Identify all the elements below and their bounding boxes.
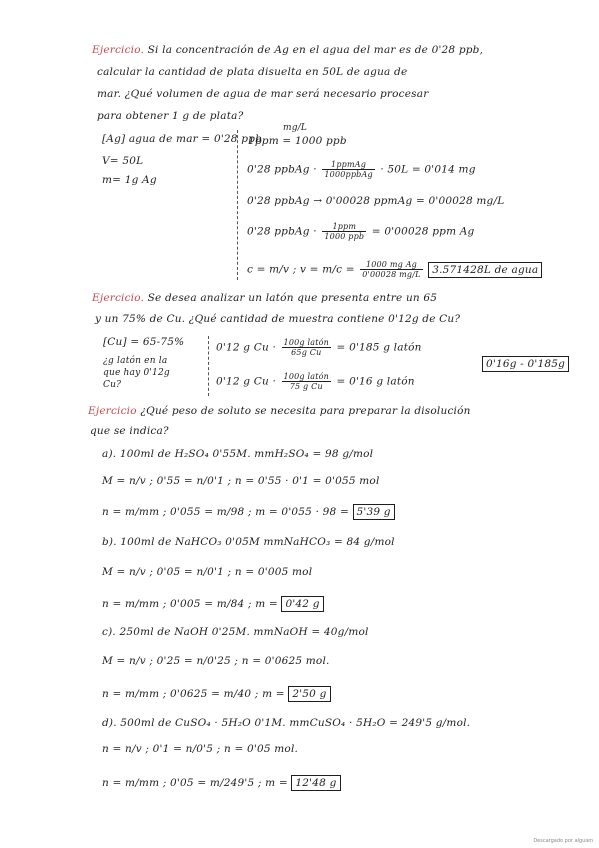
ex3-statement-line-1: Ejercicio ¿Qué peso de soluto se necesita para preparar la disolución [88, 405, 471, 417]
ex2-result-box: 0'16g - 0'185g [482, 356, 569, 372]
ex2-calc-2-fraction: $\frac{\text{100g latón}}{\text{75 g Cu}}$ [283, 372, 329, 391]
ex3-a-result-box: 5'39 g [353, 504, 395, 520]
ex2-calc-1-fraction: $\frac{\text{100g latón}}{\text{65g Cu}}$ [283, 338, 329, 357]
ex2-calc-1: 0'12 g Cu · $\frac{\text{100g latón}}{\text{65g Cu}}$ = 0'185 g latón [216, 338, 422, 357]
ex2-statement-line-1: Ejercicio. Se desea analizar un latón que presenta entre un 65 [92, 292, 438, 304]
ex3-a-heading: a). 100ml de H₂SO₄ 0'55M. mmH₂SO₄ = 98 g/mol [102, 448, 374, 460]
ex1-statement-line-1: Ejercicio. Si la concentración de Ag en el agua del mar es de 0'28 ppb, [92, 44, 484, 56]
ex3-d-line-1: n = n/v ; 0'1 = n/0'5 ; n = 0'05 mol. [102, 743, 299, 755]
ex1-calc-2: 0'28 ppbAg → 0'00028 ppmAg = 0'00028 mg/L [247, 195, 505, 207]
ex2-data-1: [Cu] = 65-75% [103, 336, 185, 348]
ex3-c-line-1: M = n/v ; 0'25 = n/0'25 ; n = 0'0625 mol. [102, 655, 330, 667]
ex3-b-line-2: n = m/mm ; 0'005 = m/84 ; m = 0'42 g [102, 598, 324, 610]
ex1-conversion: 1ppm = 1000 ppb [248, 135, 347, 147]
page-footer: Descargado por alguien [533, 838, 593, 844]
ex3-d-heading: d). 500ml de CuSO₄ · 5H₂O 0'1M. mmCuSO₄ · 5H₂O = 249'5 g/mol. [102, 717, 471, 729]
ex1-calc-1: 0'28 ppbAg · $\frac{\text{1ppmAg}}{\text{1000ppbAg}}$ · 50L = 0'014 mg [247, 160, 476, 179]
ex1-calc-1-fraction: $\frac{\text{1ppmAg}}{\text{1000ppbAg}}$ [324, 160, 373, 179]
ex3-c-result-box: 2'50 g [288, 686, 330, 702]
ex1-statement-line-2: calcular la cantidad de plata disuelta en 50L de agua de [97, 66, 408, 78]
ex3-d-line-2: n = m/mm ; 0'05 = m/249'5 ; m = 12'48 g [102, 777, 341, 789]
ex1-calc-3-fraction: $\frac{\text{1ppm}}{\text{1000 ppb}}$ [324, 222, 365, 241]
ex1-result-box: 3.571428L de agua [428, 262, 542, 278]
ex1-note-top: mg/L [283, 123, 308, 133]
ex2-data-2: ¿g latón en la [103, 356, 168, 366]
ex2-title: Ejercicio. [92, 292, 145, 304]
ex3-title: Ejercicio [88, 405, 137, 417]
ex1-data-1: [Ag] agua de mar = 0'28 ppb [102, 133, 262, 145]
ex1-divider [237, 130, 238, 280]
ex2-data-3: que hay 0'12g [103, 368, 170, 378]
ex3-c-line-2: n = m/mm ; 0'0625 = m/40 ; m = 2'50 g [102, 688, 331, 700]
ex3-c-heading: c). 250ml de NaOH 0'25M. mmNaOH = 40g/mol [102, 626, 369, 638]
ex1-data-3: m= 1g Ag [102, 174, 157, 186]
ex3-statement-line-2: que se indica? [90, 425, 169, 437]
ex2-calc-2: 0'12 g Cu · $\frac{\text{100g latón}}{\text{75 g Cu}}$ = 0'16 g latón [216, 372, 415, 391]
ex1-title: Ejercicio. [92, 44, 145, 56]
ex1-statement-line-3: mar. ¿Qué volumen de agua de mar será necesario procesar [97, 88, 429, 100]
ex1-data-2: V= 50L [102, 155, 144, 167]
ex1-statement-line-4: para obtener 1 g de plata? [97, 110, 244, 122]
ex1-calc-4: c = m/v ; v = m/c = $\frac{\text{1000 mg Ag}}{0'00028 mg/L}$ 3.571428L de agua [247, 260, 542, 279]
ex2-statement-line-2: y un 75% de Cu. ¿Qué cantidad de muestra contiene 0'12g de Cu? [95, 313, 461, 325]
ex3-b-line-1: M = n/v ; 0'05 = n/0'1 ; n = 0'005 mol [102, 566, 313, 578]
ex1-calc-4-fraction: $\frac{\text{1000 mg Ag}}{0'00028 mg/L}$ [362, 260, 421, 279]
ex1-calc-3: 0'28 ppbAg · $\frac{\text{1ppm}}{\text{1000 ppb}}$ = 0'00028 ppm Ag [247, 222, 475, 241]
ex2-data-4: Cu? [103, 380, 122, 390]
ex3-a-line-2: n = m/mm ; 0'055 = m/98 ; m = 0'055 · 98 = 5'39 g [102, 506, 395, 518]
ex2-divider [208, 336, 209, 396]
ex3-b-heading: b). 100ml de NaHCO₃ 0'05M mmNaHCO₃ = 84 g/mol [102, 536, 395, 548]
ex3-d-result-box: 12'48 g [291, 775, 340, 791]
ex3-b-result-box: 0'42 g [281, 596, 323, 612]
ex3-a-line-1: M = n/v ; 0'55 = n/0'1 ; n = 0'55 · 0'1 = 0'055 mol [102, 475, 380, 487]
